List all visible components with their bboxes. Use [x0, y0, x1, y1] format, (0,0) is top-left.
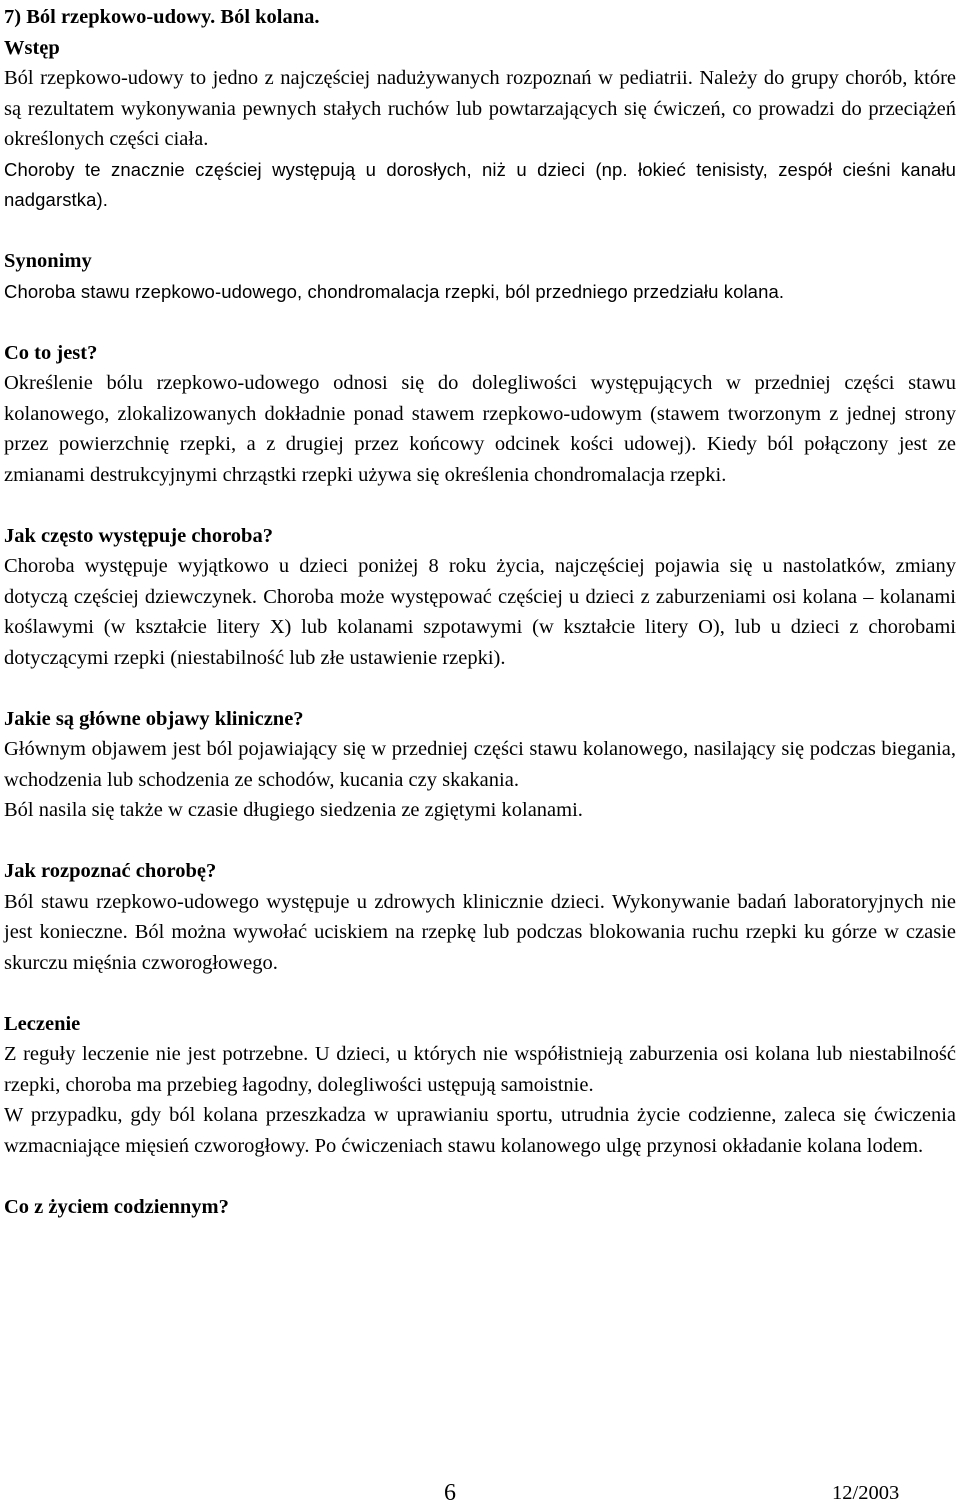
symptoms-paragraph-2: Ból nasila się także w czasie długiego siedzenia ze zgiętymi kolanami.: [4, 799, 583, 821]
symptoms-paragraph-1: Głównym objawem jest ból pojawiający się w przedniej części stawu kolanowego, nasilający się podczas biegania, wchodzenia lub schodzenia ze schodów, kucania czy skakania.: [4, 738, 956, 791]
diagnosis-paragraph: Ból stawu rzepkowo-udowego występuje u zdrowych klinicznie dzieci. Wykonywanie badań laboratoryjnych nie jest konieczne. Ból można wywołać uciskiem na rzepkę lub podczas blokowania ruchu rzepki ku górze w czasie skurczu mięśnia czworogłowego.: [4, 890, 956, 974]
section-heading-what: Co to jest?: [4, 341, 98, 364]
frequency-paragraph: Choroba występuje wyjątkowo u dzieci poniżej 8 roku życia, najczęściej pojawia się u nastolatków, zmiany dotyczą częściej dziewczynek. Choroba może występować częściej u dzieci z zaburzeniami osi kolana – kolanami koślawymi (w kształcie litery X) lub kolanami szpotawymi (w kształcie litery O), lub u dzieci z chorobami dotyczącymi rzepki (niestabilność lub złe ustawienie rzepki).: [4, 555, 956, 669]
section-heading-daily-life: Co z życiem codziennym?: [4, 1195, 229, 1218]
section-heading-diagnosis: Jak rozpoznać chorobę?: [4, 860, 217, 882]
section-heading-intro: Wstęp: [4, 36, 60, 59]
section-heading-symptoms: Jakie są główne objawy kliniczne?: [4, 707, 304, 730]
page-number: 6: [444, 1480, 456, 1506]
synonyms-paragraph: Choroba stawu rzepkowo-udowego, chondromalacja rzepki, ból przedniego przedziału kolana.: [4, 280, 785, 302]
section-heading-frequency: Jak często występuje choroba?: [4, 524, 273, 547]
intro-paragraph-1: Ból rzepkowo-udowy to jedno z najczęściej nadużywanych rozpoznań w pediatrii. Należy do grupy chorób, które są rezultatem wykonywania pewnych stałych ruchów lub powtarzających się ćwiczeń, co prowadzi do przeciążeń określonych części ciała.: [4, 67, 956, 150]
what-paragraph: Określenie bólu rzepkowo-udowego odnosi się do dolegliwości występujących w przedniej części stawu kolanowego, zlokalizowanych dokładnie ponad stawem rzepkowo-udowym (stawem tworzonym z jednej strony przez powierzchnię rzepki, a z drugiej przez końcowy odcinek kości udowej). Kiedy ból połączony jest ze zmianami destrukcyjnymi chrząstki rzepki używa się określenia chondromalacja rzepki.: [4, 372, 956, 486]
section-heading-treatment: Leczenie: [4, 1012, 81, 1035]
intro-paragraph-2: Choroby te znacznie częściej występują u dorosłych, niż u dzieci (np. łokieć tenisisty, zespół cieśni kanału nadgarstka).: [4, 158, 956, 210]
document-title: 7) Ból rzepkowo-udowy. Ból kolana.: [4, 6, 320, 28]
footer-date: 12/2003: [832, 1482, 900, 1504]
treatment-paragraph-2: W przypadku, gdy ból kolana przeszkadza w uprawianiu sportu, utrudnia życie codzienne, zaleca się ćwiczenia wzmacniające mięsień czworogłowy. Po ćwiczeniach stawu kolanowego ulgę przynosi okładanie kolana lodem.: [4, 1104, 956, 1157]
section-heading-synonyms: Synonimy: [4, 250, 92, 272]
document-page: [4, 2, 956, 1222]
treatment-paragraph-1: Z reguły leczenie nie jest potrzebne. U dzieci, u których nie współistnieją zaburzenia osi kolana lub niestabilność rzepki, choroba ma przebieg łagodny, dolegliwości ustępują samoistnie.: [4, 1043, 956, 1096]
